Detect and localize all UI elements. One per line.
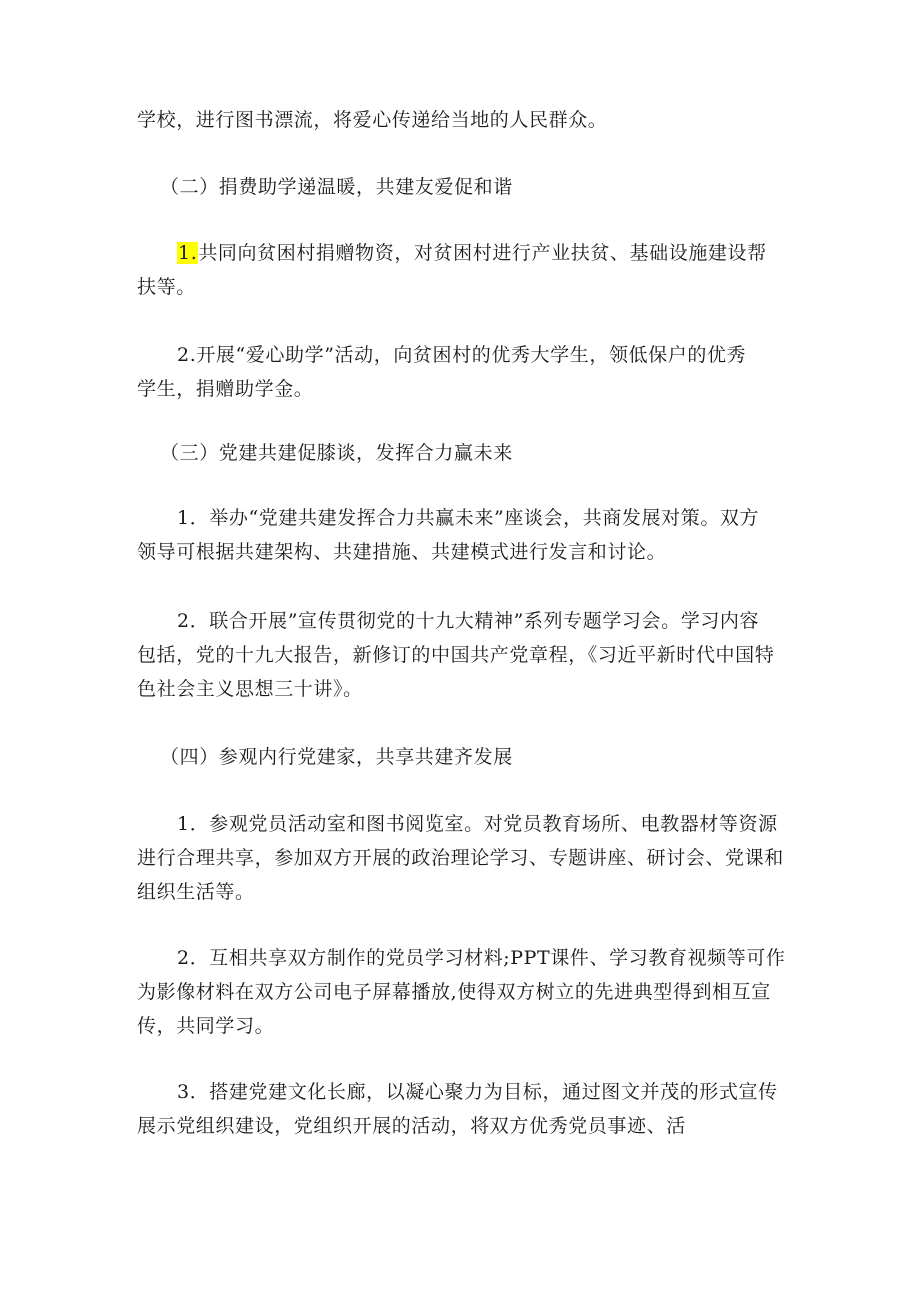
paragraph-line: 扶等。	[137, 276, 196, 298]
paragraph-line-text: 共同向贫困村捐赠物资，对贫困村进行产业扶贫、基础设施建设帮	[198, 242, 767, 264]
paragraph-line: 领导可根据共建架构、共建措施、共建模式进行发言和讨论。	[137, 541, 667, 563]
paragraph-line: 包括，党的十九大报告，新修订的中国共产党章程，《习近平新时代中国特	[137, 644, 775, 666]
paragraph-line: 展示党组织建设，党组织开展的活动，将双方优秀党员事迹、活	[137, 1115, 686, 1137]
paragraph-line: 2．互相共享双方制作的党员学习材料;PPT课件、学习教育视频等可作	[177, 947, 786, 969]
highlighted-list-number: 1.	[178, 242, 198, 264]
paragraph-line: 为影像材料在双方公司电子屏幕播放,使得双方树立的先进典型得到相互宣	[137, 981, 771, 1003]
section-heading-4: （四）参观内行党建家，共享共建齐发展	[160, 746, 513, 768]
section-heading-3: （三）党建共建促膝谈，发挥合力赢未来	[160, 442, 513, 464]
paragraph-line: 2．联合开展”宣传贯彻党的十九大精神”系列专题学习会。学习内容	[177, 610, 760, 632]
paragraph-line: 学校，进行图书漂流，将爱心传递给当地的人民群众。	[137, 109, 608, 131]
paragraph-line: 学生，捐赠助学金。	[137, 378, 314, 400]
paragraph-line	[177, 241, 767, 265]
paragraph-line: 2.开展“爱心助学”活动，向贫困村的优秀大学生，领低保户的优秀	[177, 344, 747, 366]
section-heading-2: （二）捐费助学递温暖，共建友爱促和谐	[160, 176, 513, 198]
paragraph-line: 1．举办“党建共建发挥合力共赢未来”座谈会，共商发展对策。双方	[177, 507, 760, 529]
paragraph-line: 3．搭建党建文化长廊，以凝心聚力为目标，通过图文并茂的形式宣传	[177, 1081, 778, 1103]
paragraph-line: 色社会主义思想三十讲》。	[137, 678, 363, 700]
paragraph-line: 1．参观党员活动室和图书阅览室。对党员教育场所、电教器材等资源	[177, 813, 778, 835]
paragraph-line: 传，共同学习。	[137, 1015, 275, 1037]
paragraph-line: 进行合理共享，参加双方开展的政治理论学习、专题讲座、研讨会、党课和	[137, 847, 784, 869]
paragraph-line: 组织生活等。	[137, 881, 255, 903]
